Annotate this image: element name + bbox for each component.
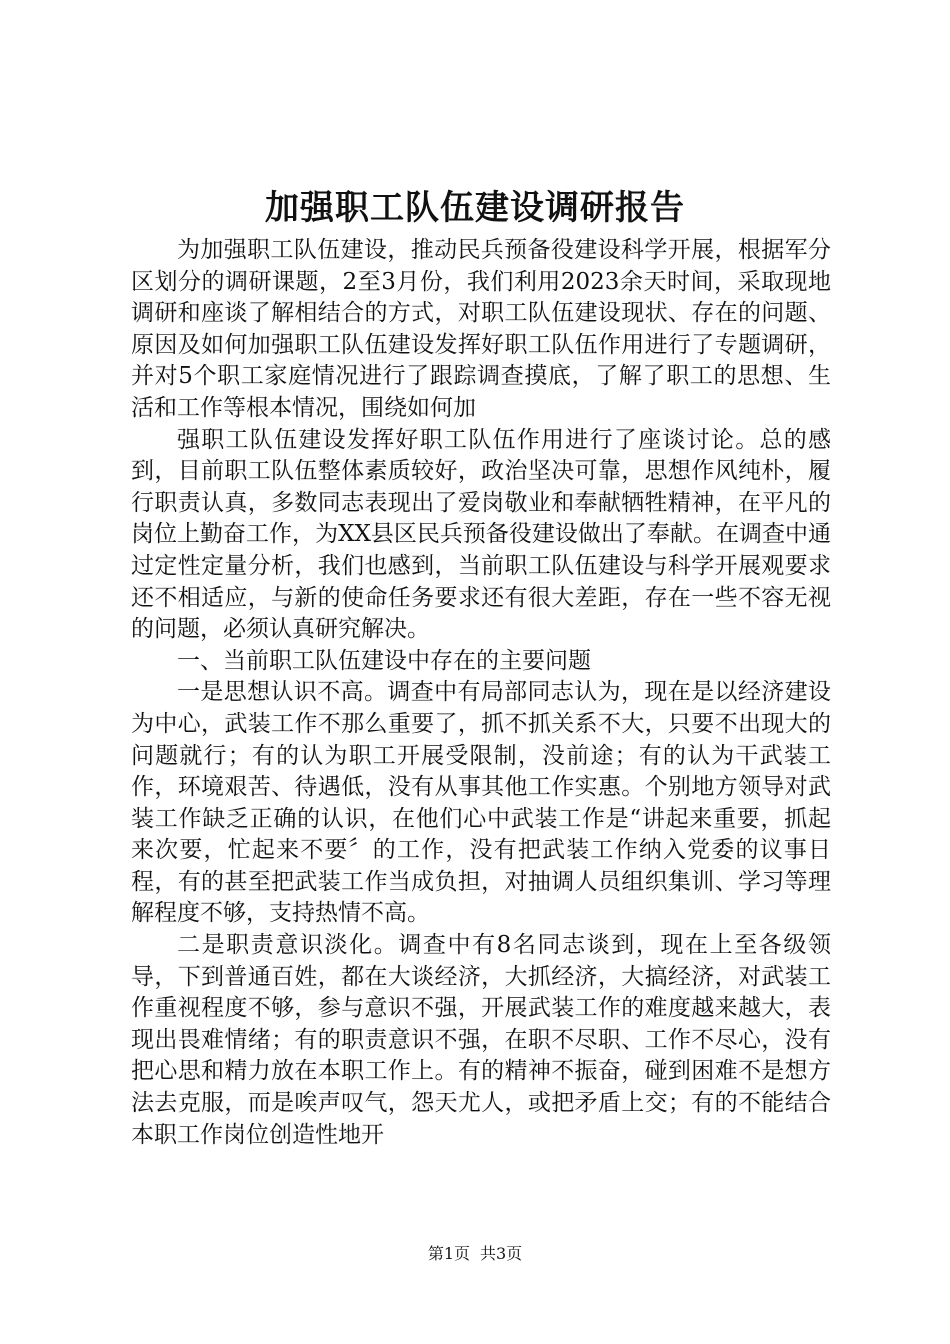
- document-title: 加强职工队伍建设调研报告: [265, 188, 685, 228]
- paragraph-summary: 强职工队伍建设发挥好职工队伍作用进行了座谈讨论。总的感到，目前职工队伍整体素质较好，政治坚决可靠，思想作风纯朴，履行职责认真，多数同志表现出了爱岗敬业和奉献牺牲精神，在平凡的岗位上勤奋工作，为XX县区民兵预备役建设做出了奉献。在调查中通过定性定量分析，我们也感到，当前职工队伍建设与科学开展观要求还不相适应，与新的使命任务要求还有很大差距，存在一些不容无视的问题，必须认真研究解决。: [131, 426, 831, 643]
- page-footer: [0, 1244, 950, 1264]
- page-total: 共3页: [480, 1244, 523, 1263]
- paragraph-issue-two: 二是职责意识淡化。调查中有8名同志谈到，现在上至各级领导，下到普通百姓，都在大谈经济，大抓经济，大搞经济，对武装工作重视程度不够，参与意识不强，开展武装工作的难度越来越大，表现出畏难情绪；有的职责意识不强，在职不尽职、工作不尽心，没有把心思和精力放在本职工作上。有的精神不振奋，碰到困难不是想方法去克服，而是唉声叹气，怨天尤人，或把矛盾上交；有的不能结合本职工作岗位创造性地开: [131, 932, 831, 1148]
- page-number: 第1页: [427, 1244, 470, 1263]
- paragraph-intro: 为加强职工队伍建设，推动民兵预备役建设科学开展，根据军分区划分的调研课题，2至3月份，我们利用2023余天时间，采取现地调研和座谈了解相结合的方式，对职工队伍建设现状、存在的问题、原因及如何加强职工队伍建设发挥好职工队伍作用进行了专题调研，并对5个职工家庭情况进行了跟踪调查摸底，了解了职工的思想、生活和工作等根本情况，围绕如何加: [131, 237, 831, 421]
- paragraph-issue-one: 一是思想认识不高。调查中有局部同志认为，现在是以经济建设为中心，武装工作不那么重要了，抓不抓关系不大，只要不出现大的问题就行；有的认为职工开展受限制，没前途；有的认为干武装工作，环境艰苦、待遇低，没有从事其他工作实惠。个别地方领导对武装工作缺乏正确的认识，在他们心中武装工作是“讲起来重要，抓起来次要，忙起来不要〞的工作，没有把武装工作纳入党委的议事日程，有的甚至把武装工作当成负担，对抽调人员组织集训、学习等理解程度不够，支持热情不高。: [131, 679, 831, 927]
- document-body: [131, 235, 831, 1151]
- section-heading: 一、当前职工队伍建设中存在的主要问题: [177, 647, 591, 674]
